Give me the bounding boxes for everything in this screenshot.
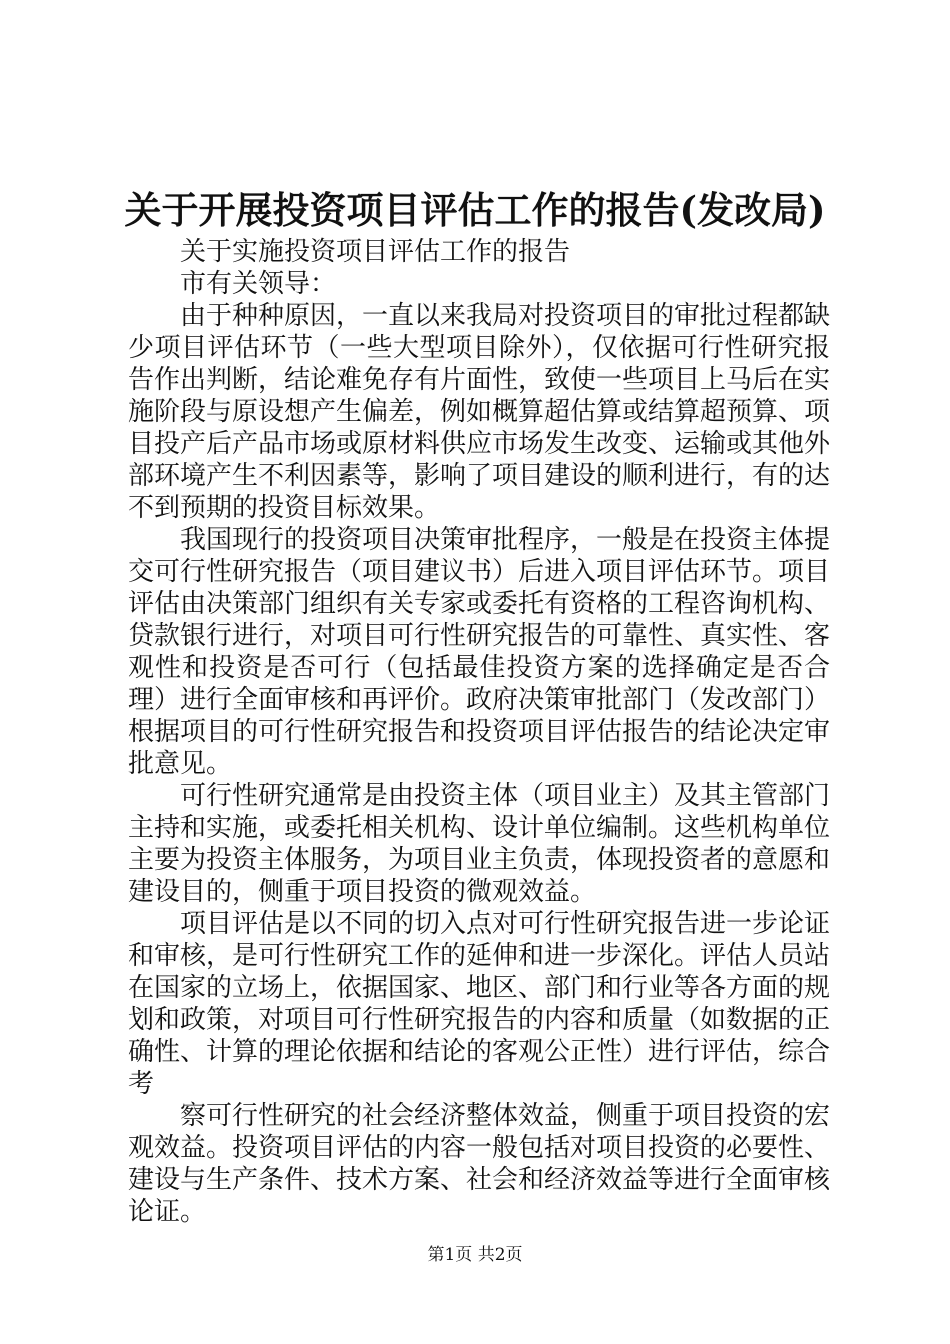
paragraph-5: 察可行性研究的社会经济整体效益，侧重于项目投资的宏观效益。投资项目评估的内容一般包括对项目投资的必要性、建设与生产条件、技术方案、社会和经济效益等进行全面审核论证。 bbox=[128, 1101, 831, 1227]
paragraph-2: 我国现行的投资项目决策审批程序，一般是在投资主体提交可行性研究报告（项目建议书）后进入项目评估环节。项目评估由决策部门组织有关专家或委托有资格的工程咨询机构、贷款银行进行，对项目可行性研究报告的可靠性、真实性、客观性和投资是否可行（包括最佳投资方案的选择确定是否合理）进行全面审核和再评价。政府决策审批部门（发改部门）根据项目的可行性研究报告和投资项目评估报告的结论决定审批意见。 bbox=[128, 525, 831, 779]
paragraph-3: 可行性研究通常是由投资主体（项目业主）及其主管部门主持和实施，或委托相关机构、设计单位编制。这些机构单位主要为投资主体服务，为项目业主负责，体现投资者的意愿和建设目的，侧重于项目投资的微观效益。 bbox=[128, 781, 831, 907]
paragraph-1: 由于种种原因，一直以来我局对投资项目的审批过程都缺少项目评估环节（一些大型项目除外），仅依据可行性研究报告作出判断，结论难免存有片面性，致使一些项目上马后在实施阶段与原设想产生偏差，例如概算超估算或结算超预算、项目投产后产品市场或原材料供应市场发生改变、运输或其他外部环境产生不利因素等，影响了项目建设的顺利进行，有的达不到预期的投资目标效果。 bbox=[128, 301, 831, 523]
document-body bbox=[128, 236, 830, 1228]
document-subtitle: 关于实施投资项目评估工作的报告 bbox=[180, 237, 571, 267]
salutation: 市有关领导： bbox=[180, 269, 337, 299]
page-footer: 第1页 共2页 bbox=[427, 1245, 523, 1265]
paragraph-4: 项目评估是以不同的切入点对可行性研究报告进一步论证和审核，是可行性研究工作的延伸和进一步深化。评估人员站在国家的立场上，依据国家、地区、部门和行业等各方面的规划和政策，对项目可行性研究报告的内容和质量（如数据的正确性、计算的理论依据和结论的客观公正性）进行评估，综合考 bbox=[128, 909, 831, 1099]
document-title: 关于开展投资项目评估工作的报告(发改局) bbox=[124, 188, 826, 232]
